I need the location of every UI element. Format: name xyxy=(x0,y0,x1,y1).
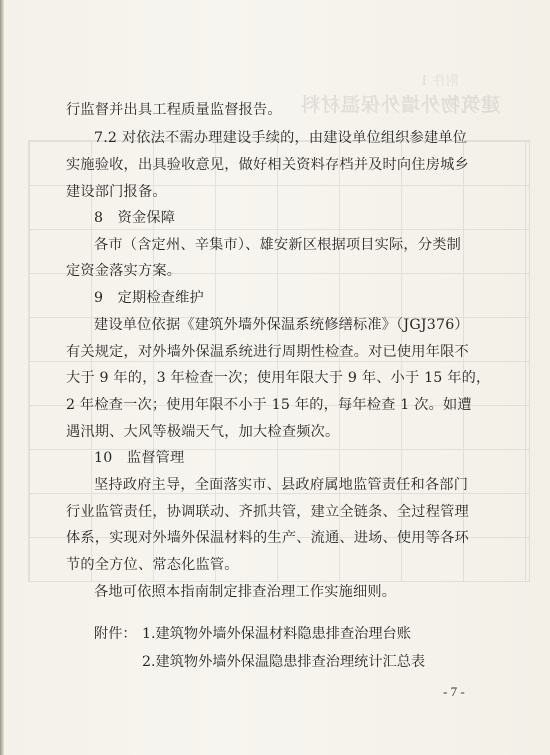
body-line: 行业监管责任，协调联动、齐抓共管，建立全链条、全过程管理 xyxy=(66,504,469,520)
page-number: - 7 - xyxy=(443,684,465,699)
bleed-through-tag: 附件 1 xyxy=(420,74,459,89)
body-line: 定资金落实方案。 xyxy=(66,263,182,279)
attachment-item: 2.建筑物外墙外保温隐患排查治理统计汇总表 xyxy=(142,654,426,670)
body-line: 2 年检查一次；使用年限不小于 15 年的，每年检查 1 次。如遭 xyxy=(66,397,472,413)
body-line: 体系，实现对外墙外保温材料的生产、流通、进场、使用等各环 xyxy=(66,530,469,546)
body-line: 坚持政府主导，全面落实市、县政府属地监管责任和各部门 xyxy=(94,477,469,493)
body-line: 节的全方位、常态化监管。 xyxy=(66,557,239,573)
section-heading: 8 资金保障 xyxy=(94,210,176,226)
body-line: 遇汛期、大风等极端天气，加大检查频次。 xyxy=(66,424,340,440)
section-heading: 9 定期检查维护 xyxy=(94,290,204,306)
body-line: 实施验收，出具验收意见，做好相关资料存档并及时向住房城乡 xyxy=(66,157,469,173)
body-line: 各市（含定州、辛集市）、雄安新区根据项目实际，分类制 xyxy=(94,237,461,253)
section-heading: 10 监督管理 xyxy=(94,450,185,466)
body-line: 大于 9 年的，3 年检查一次；使用年限大于 9 年、小于 15 年的， xyxy=(66,370,491,386)
body-line: 有关规定，对外墙外保温系统进行周期性检查。对已使用年限不 xyxy=(66,344,469,360)
bleed-through-title: 建筑物外墙外保温材料 xyxy=(300,94,501,116)
attachments-label: 附件： xyxy=(94,626,137,642)
body-line: 建设部门报备。 xyxy=(66,184,167,200)
body-line: 建设单位依据《建筑外墙外保温系统修缮标准》（JGJ376） xyxy=(94,317,469,333)
body-line: 各地可依照本指南制定排查治理工作实施细则。 xyxy=(94,584,397,600)
body-line: 行监督并出具工程质量监督报告。 xyxy=(66,102,282,118)
body-line: 7.2 对依法不需办理建设手续的，由建设单位组织参建单位 xyxy=(94,130,468,146)
attachment-item: 1.建筑物外墙外保温材料隐患排查治理台账 xyxy=(142,626,411,642)
